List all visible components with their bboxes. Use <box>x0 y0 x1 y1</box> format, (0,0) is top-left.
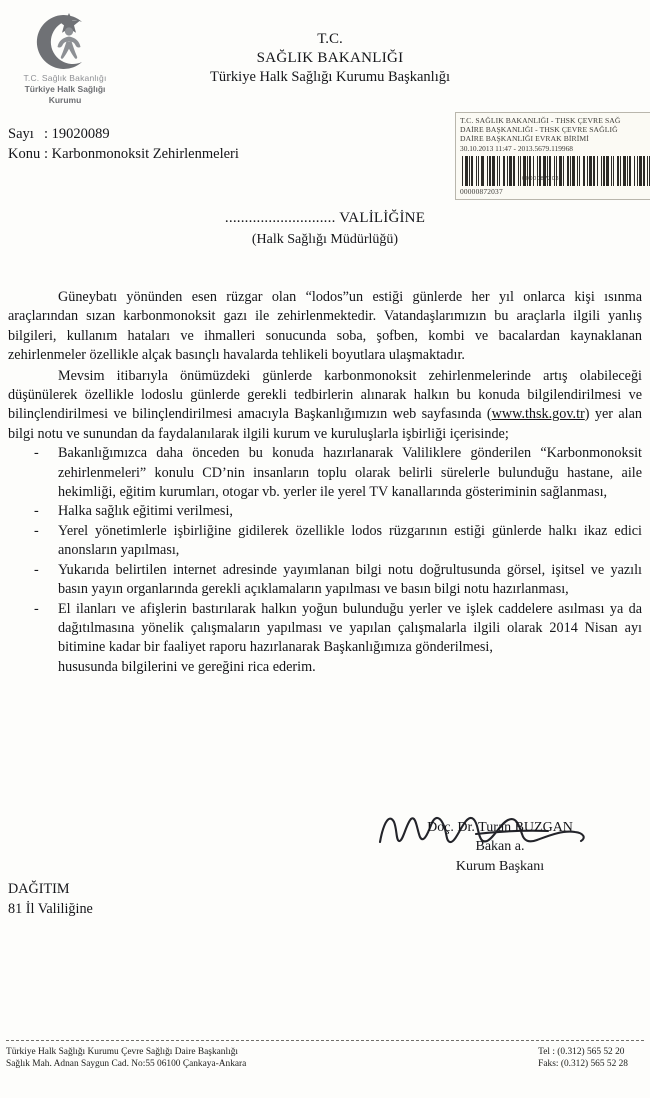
barcode-bar <box>554 156 555 186</box>
barcode-bar <box>606 156 609 186</box>
barcode-bar <box>647 156 648 186</box>
thsk-website-link[interactable]: www.thsk.gov.tr <box>491 406 585 423</box>
barcode-bar <box>603 156 605 186</box>
barcode-bar <box>471 156 473 186</box>
addressee-block <box>0 208 650 250</box>
barcode-bar <box>487 156 488 186</box>
footer-address-block <box>6 1046 246 1071</box>
footer-contact-block <box>538 1046 628 1071</box>
list-item <box>34 600 642 658</box>
signatory-role-line-1: Bakan a. <box>475 839 525 854</box>
barcode-bar <box>601 156 602 186</box>
barcode-bar <box>489 156 491 186</box>
barcode-bar <box>627 156 628 186</box>
bullet-dash-icon: - <box>34 600 39 617</box>
konu-label: Konu <box>8 146 41 162</box>
barcode-bar <box>589 156 592 186</box>
bullet-dash-icon: - <box>34 522 39 539</box>
list-item <box>34 444 642 502</box>
stamp-text-line-1: T.C. SAĞLIK BAKANLIĞI - THSK ÇEVRE SAĞ <box>460 116 621 125</box>
barcode-bar <box>543 156 546 186</box>
barcode-bar <box>639 156 642 186</box>
barcode-bar <box>478 156 479 186</box>
ministry-emblem-icon <box>28 10 102 72</box>
barcode-bar <box>529 156 531 186</box>
list-item-text: Bakanlığımızca daha önceden bu konuda hazırlanarak Valiliklere gönderilen “Karbonmonoksit zehirlenmeleri” konulu CD’nin insanların toplu olarak belirli sürelerle bulunduğu hastane, aile hekimliği, eğitim kurumları, otogar vb. yerler ile yerel TV kanallarında gösteriminin sağlanması, <box>58 445 642 501</box>
barcode-bar <box>476 156 477 186</box>
barcode-bar <box>559 156 562 186</box>
signature-block <box>350 818 650 877</box>
measures-list <box>8 444 642 657</box>
sayi-separator: : <box>44 126 52 142</box>
barcode-bar <box>518 156 519 186</box>
reference-row-konu <box>8 144 239 164</box>
barcode-bar <box>537 156 538 186</box>
document-body <box>8 288 642 677</box>
footer-organization: Türkiye Halk Sağlığı Kurumu Çevre Sağlığı Daire Başkanlığı <box>6 1047 238 1057</box>
barcode-bar <box>481 156 484 186</box>
barcode-bar <box>513 156 515 186</box>
logo-caption-line-2: Türkiye Halk Sağlığı <box>24 84 106 94</box>
barcode-bar <box>462 156 463 186</box>
barcode-bar <box>613 156 614 186</box>
reference-row-sayi <box>8 124 239 144</box>
addressee-line-valilige: ............................ VALİLİĞİNE <box>224 210 426 226</box>
document-header <box>0 0 650 120</box>
barcode-bar <box>507 156 508 186</box>
stamp-text-line-3: DAİRE BAŞKANLIĞI EVRAK BİRİMİ <box>460 134 589 144</box>
barcode-bar <box>549 156 551 186</box>
bullet-dash-icon: - <box>34 445 39 462</box>
barcode-bar <box>620 156 621 186</box>
barcode-bar <box>623 156 626 186</box>
bullet-dash-icon: - <box>34 561 39 578</box>
distribution-title: DAĞITIM <box>8 881 70 897</box>
barcode-bar <box>563 156 564 186</box>
footer-phone: Tel : (0.312) 565 52 20 <box>538 1047 625 1057</box>
list-item-text: Yukarıda belirtilen internet adresinde yayımlanan bilgi notu doğrultusunda görsel, işitsel ve yazılı basın yayın organlarında gerekli açıklamaların yapılması ve basın bilgi notu hazırlanması, <box>58 561 642 598</box>
evrak-registration-stamp <box>455 112 650 200</box>
paragraph-2-text-before-url: Mevsim itibarıyla önümüzdeki günlerde karbonmonoksit zehirlenmelerinde artış olabileceği düşünülerek özellikle lodoslu günlerde gerekli tedbirlerin alınarak halkın bu konuda bilgilendirilmesi ve bilinçlendirilmesi ve bilinçlendirilmesi amacıyla Başkanlığımızın web sayfasında ( <box>8 367 642 423</box>
barcode-bar <box>492 156 495 186</box>
barcode-image <box>460 156 650 186</box>
barcode-bar <box>587 156 588 186</box>
barcode-bar <box>617 156 619 186</box>
barcode-bar <box>611 156 612 186</box>
barcode-bar <box>567 156 569 186</box>
title-line-institution: Türkiye Halk Sağlığı Kurumu Başkanlığı <box>209 69 451 85</box>
list-item-text: Halka sağlık eğitimi verilmesi, <box>58 503 233 520</box>
ministry-logo-block <box>6 10 124 105</box>
logo-caption-line-3: Kurumu <box>48 95 82 105</box>
list-item <box>34 502 642 521</box>
addressee-line-directorate: (Halk Sağlığı Müdürlüğü) <box>251 232 399 247</box>
barcode-bar <box>579 156 580 186</box>
barcode-bar <box>593 156 595 186</box>
barcode-bar <box>637 156 638 186</box>
body-closing-line: hususunda bilgilerini ve gereğini rica ederim. <box>58 658 316 675</box>
barcode-bar <box>527 156 528 186</box>
stamp-date-text: 30.10.2013 11:47 - 2013.5679.119968 <box>460 143 573 153</box>
list-item <box>34 561 642 600</box>
barcode-bar <box>503 156 505 186</box>
reference-block <box>8 124 239 164</box>
ministry-title-block <box>150 30 510 87</box>
barcode-bar <box>469 156 470 186</box>
barcode-bar <box>570 156 571 186</box>
barcode-bar <box>509 156 512 186</box>
barcode-bar <box>547 156 548 186</box>
barcode-bar <box>497 156 498 186</box>
footer-divider <box>6 1040 644 1041</box>
distribution-block <box>8 879 93 919</box>
body-paragraph-1: Güneybatı yönünden esen rüzgar olan “lodos”un estiği günlerde her yıl onlarca kişi ısınma araçlarından sızan karbonmonoksit gazı ile zehirlenmektedir. Vatandaşlarımızın bu araçlarla ilgili yanlış bilgileri, kullanım hataları ve ihmalleri sonucunda soba, şofben, kombi ve bacalardan kaynaklanan zehirlenmeler özellikle alçak basınçlı havalarda tehlikeli boyutlara ulaşmaktadır. <box>8 289 642 364</box>
barcode-bar <box>629 156 631 186</box>
barcode-bar <box>520 156 521 186</box>
signatory-name: Doç. Dr. Turan BUZGAN <box>427 820 573 835</box>
konu-value: Karbonmonoksit Zehirlenmeleri <box>51 146 239 162</box>
konu-separator: : <box>44 146 52 162</box>
barcode-bar <box>572 156 575 186</box>
logo-caption-line-1: T.C. Sağlık Bakanlığı <box>23 73 107 83</box>
footer-fax: Faks: (0.312) 565 52 28 <box>538 1059 628 1070</box>
signatory-role-line-2: Kurum Başkanı <box>455 859 545 874</box>
barcode-bar <box>577 156 578 186</box>
barcode-bar <box>583 156 585 186</box>
sayi-value: 19020089 <box>51 126 110 142</box>
barcode-bar <box>634 156 635 186</box>
list-item <box>34 522 642 561</box>
footer-street-address: Sağlık Mah. Adnan Saygun Cad. No:55 06100 Çankaya-Ankara <box>6 1059 247 1070</box>
body-paragraph-2 <box>8 367 642 445</box>
barcode-bar <box>643 156 645 186</box>
stamp-text-line-2: DAİRE BAŞKANLIĞI - THSK ÇEVRE SAĞLIĞ <box>460 125 618 135</box>
barcode-bar <box>597 156 598 186</box>
title-line-ministry: SAĞLIK BAKANLIĞI <box>256 50 404 66</box>
list-item-text: El ilanları ve afişlerin bastırılarak halkın yoğun bulunduğu yerler ve işlek caddelere asılması ya da dağıtılmasına yönelik çalışmaların yapılması ve yapılan çalışmalarla ilgili olarak 2014 Nisan ayı bitimine kadar bir faaliyet raporu hazırlanarak Başkanlığımıza gönderilmesi, <box>58 600 642 656</box>
barcode-bar <box>556 156 557 186</box>
stamp-document-number: 00000872037 <box>460 186 503 196</box>
barcode-bar <box>499 156 500 186</box>
barcode-bar <box>523 156 526 186</box>
sayi-label: Sayı <box>8 126 34 142</box>
paragraph-2-text-after-url: ) yer alan bilgi notu ve sunundan da faydalanılarak ilgili kurum ve kuruluşlarla işbirliği içerisinde; <box>8 406 642 442</box>
barcode-bar <box>533 156 534 186</box>
barcode-bar <box>539 156 541 186</box>
bullet-dash-icon: - <box>34 503 39 520</box>
list-item-text: Yerel yönetimlerle işbirliğine gidilerek özellikle lodos rüzgarının estiği günlerde halkı ikaz edici anonsların yapılması, <box>58 522 642 559</box>
title-line-tc: T.C. <box>317 31 343 47</box>
distribution-value: 81 İl Valiliğine <box>8 901 93 917</box>
barcode-bar <box>465 156 468 186</box>
